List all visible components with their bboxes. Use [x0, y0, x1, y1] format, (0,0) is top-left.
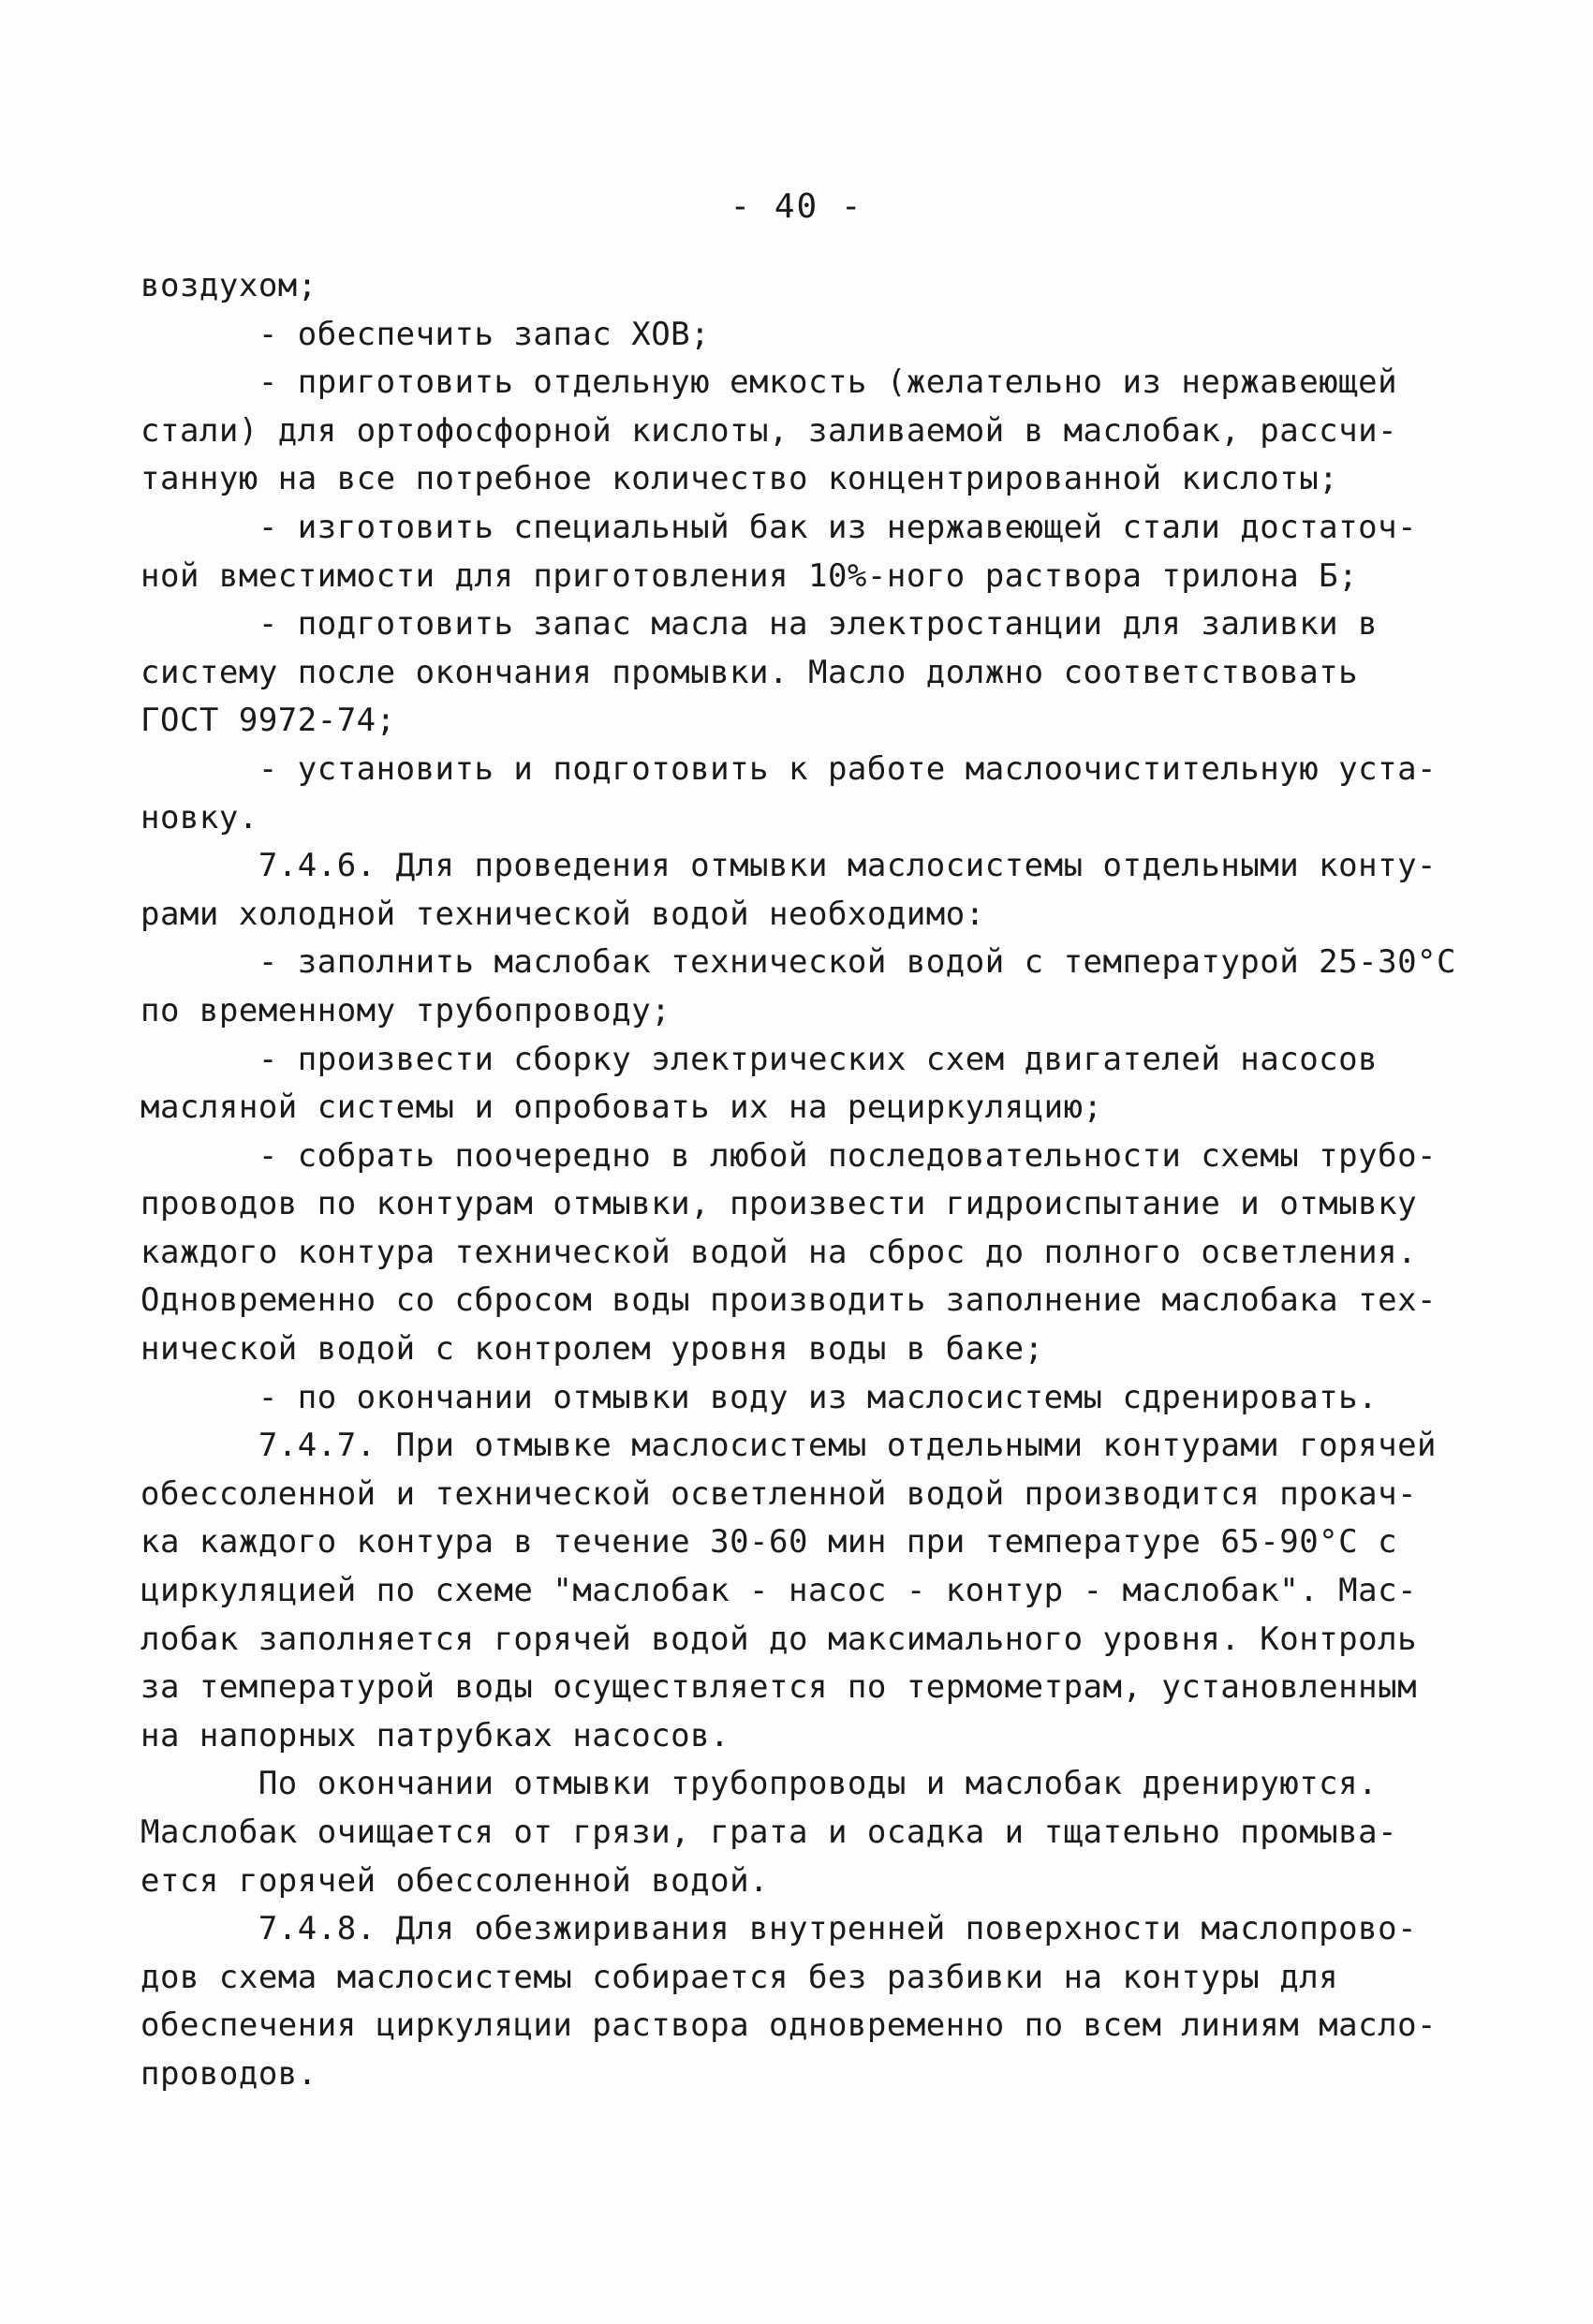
text-line: дов схема маслосистемы собирается без разбивки на контуры для: [140, 1958, 1339, 1996]
text-line: ка каждого контура в течение 30-60 мин при температуре 65-90°С с: [140, 1523, 1398, 1562]
text-line: на напорных патрубках насосов.: [140, 1716, 730, 1754]
text-line: обеспечения циркуляции раствора одновременно по всем линиям масло-: [140, 2006, 1438, 2045]
text-line: Одновременно со сбросом воды производить заполнение маслобака тех-: [140, 1281, 1438, 1320]
text-line: каждого контура технической водой на сброс до полного осветления.: [140, 1233, 1418, 1271]
text-line: - подготовить запас масла на электростанции для заливки в: [140, 605, 1379, 644]
text-line: - изготовить специальный бак из нержавеющей стали достаточ-: [140, 508, 1418, 546]
text-line: новку.: [140, 798, 258, 836]
text-line: Маслобак очищается от грязи, грата и осадка и тщательно промыва-: [140, 1813, 1398, 1851]
text-line: - установить и подготовить к работе маслоочистительную уста-: [140, 749, 1438, 788]
text-line: - заполнить маслобак технической водой с температурой 25-30°С: [140, 943, 1456, 982]
text-line: проводов.: [140, 2054, 317, 2093]
text-line: проводов по контурам отмывки, произвести гидроиспытание и отмывку: [140, 1185, 1418, 1223]
text-line: нической водой с контролем уровня воды в баке;: [140, 1330, 1044, 1369]
text-line: танную на все потребное количество концентрированной кислоты;: [140, 460, 1339, 498]
text-line: - по окончании отмывки воду из маслосистемы сдренировать.: [140, 1378, 1379, 1416]
page-number: - 40 -: [730, 187, 863, 226]
text-line: - приготовить отдельную емкость (желательно из нержавеющей: [140, 363, 1398, 402]
text-line: стали) для ортофосфорной кислоты, заливаемой в маслобак, рассчи-: [140, 411, 1398, 450]
text-line: - собрать поочередно в любой последовательности схемы трубо-: [140, 1136, 1438, 1175]
body-text: [140, 262, 1470, 2099]
text-line: ГОСТ 9972-74;: [140, 702, 396, 740]
text-line: - произвести сборку электрических схем двигателей насосов: [140, 1040, 1379, 1078]
text-line: масляной системы и опробовать их на рециркуляцию;: [140, 1088, 1103, 1127]
text-line: ной вместимости для приготовления 10%-ного раствора трилона Б;: [140, 556, 1359, 595]
text-line: 7.4.8. Для обезжиривания внутренней поверхности маслопрово-: [140, 1910, 1418, 1948]
text-line: 7.4.6. Для проведения отмывки маслосистемы отдельными конту-: [140, 847, 1438, 885]
text-line: циркуляцией по схеме "маслобак - насос - контур - маслобак". Мас-: [140, 1572, 1418, 1610]
text-line: По окончании отмывки трубопроводы и маслобак дренируются.: [140, 1765, 1379, 1803]
text-line: лобак заполняется горячей водой до максимального уровня. Контроль: [140, 1620, 1418, 1658]
text-line: воздухом;: [140, 267, 317, 304]
text-line: по временному трубопроводу;: [140, 991, 671, 1029]
text-line: рами холодной технической водой необходимо:: [140, 895, 985, 933]
text-line: ется горячей обессоленной водой.: [140, 1861, 770, 1900]
text-line: - обеспечить запас ХОВ;: [140, 315, 711, 353]
text-line: 7.4.7. При отмывке маслосистемы отдельными контурами горячей: [140, 1427, 1438, 1465]
text-line: систему после окончания промывки. Масло должно соответствовать: [140, 653, 1359, 691]
text-line: обессоленной и технической осветленной водой производится прокач-: [140, 1474, 1418, 1513]
text-line: за температурой воды осуществляется по термометрам, установленным: [140, 1668, 1418, 1707]
